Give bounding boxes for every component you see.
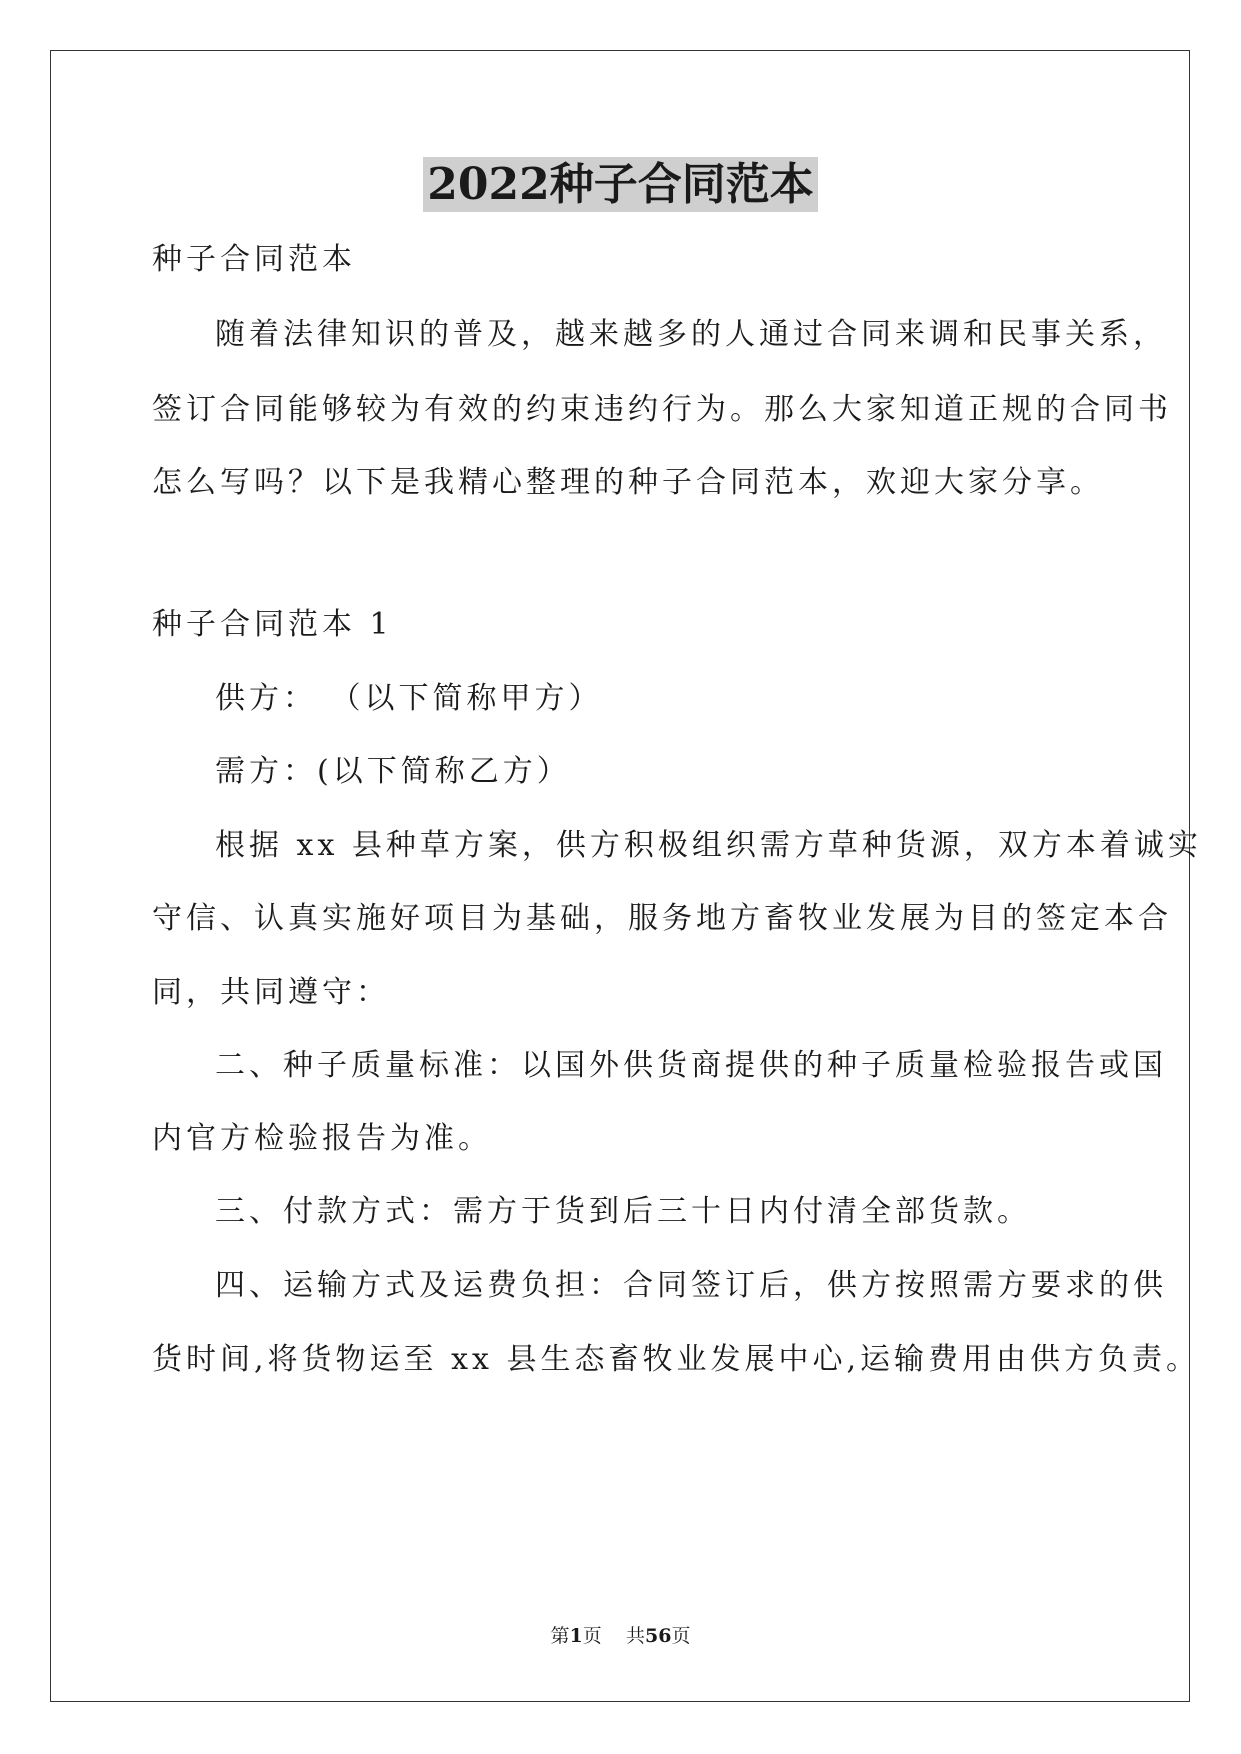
body-line: 三、付款方式：需方于货到后三十日内付清全部货款。 bbox=[215, 1194, 1031, 1229]
body-line: 守信、认真实施好项目为基础，服务地方畜牧业发展为目的签定本合 bbox=[152, 901, 1172, 936]
total-prefix: 共 bbox=[625, 1625, 645, 1647]
intro-line: 随着法律知识的普及，越来越多的人通过合同来调和民事关系， bbox=[215, 317, 1167, 352]
total-pages: 56 bbox=[644, 1625, 672, 1647]
intro-line: 签订合同能够较为有效的约束违约行为。那么大家知道正规的合同书 bbox=[152, 392, 1172, 427]
document-title-text: 2022种子合同范本 bbox=[423, 157, 817, 212]
body-line: 内官方检验报告为准。 bbox=[152, 1121, 492, 1156]
subtitle: 种子合同范本 bbox=[152, 242, 356, 277]
page-border bbox=[50, 50, 1202, 1702]
body-line: 货时间,将货物运至 xx 县生态畜牧业发展中心,运输费用由供方负责。 bbox=[152, 1342, 1200, 1377]
body-line: 二、种子质量标准：以国外供货商提供的种子质量检验报告或国 bbox=[215, 1048, 1167, 1083]
intro-line: 怎么写吗？以下是我精心整理的种子合同范本，欢迎大家分享。 bbox=[152, 465, 1104, 500]
body-line: 供方： （以下简称甲方） bbox=[215, 681, 603, 716]
page-prefix: 第 bbox=[550, 1625, 570, 1647]
body-line: 根据 xx 县种草方案，供方积极组织需方草种货源，双方本着诚实 bbox=[215, 828, 1202, 863]
total-suffix: 页 bbox=[671, 1625, 691, 1647]
document-title bbox=[0, 157, 1241, 213]
body-line: 同，共同遵守： bbox=[152, 975, 390, 1010]
body-line: 四、运输方式及运费负担：合同签订后，供方按照需方要求的供 bbox=[215, 1268, 1167, 1303]
body-line: 需方：(以下简称乙方） bbox=[215, 754, 571, 789]
page-footer bbox=[0, 1624, 1241, 1648]
page-number: 1 bbox=[569, 1625, 583, 1647]
page-suffix: 页 bbox=[582, 1625, 602, 1647]
section-heading: 种子合同范本 1 bbox=[152, 607, 393, 642]
